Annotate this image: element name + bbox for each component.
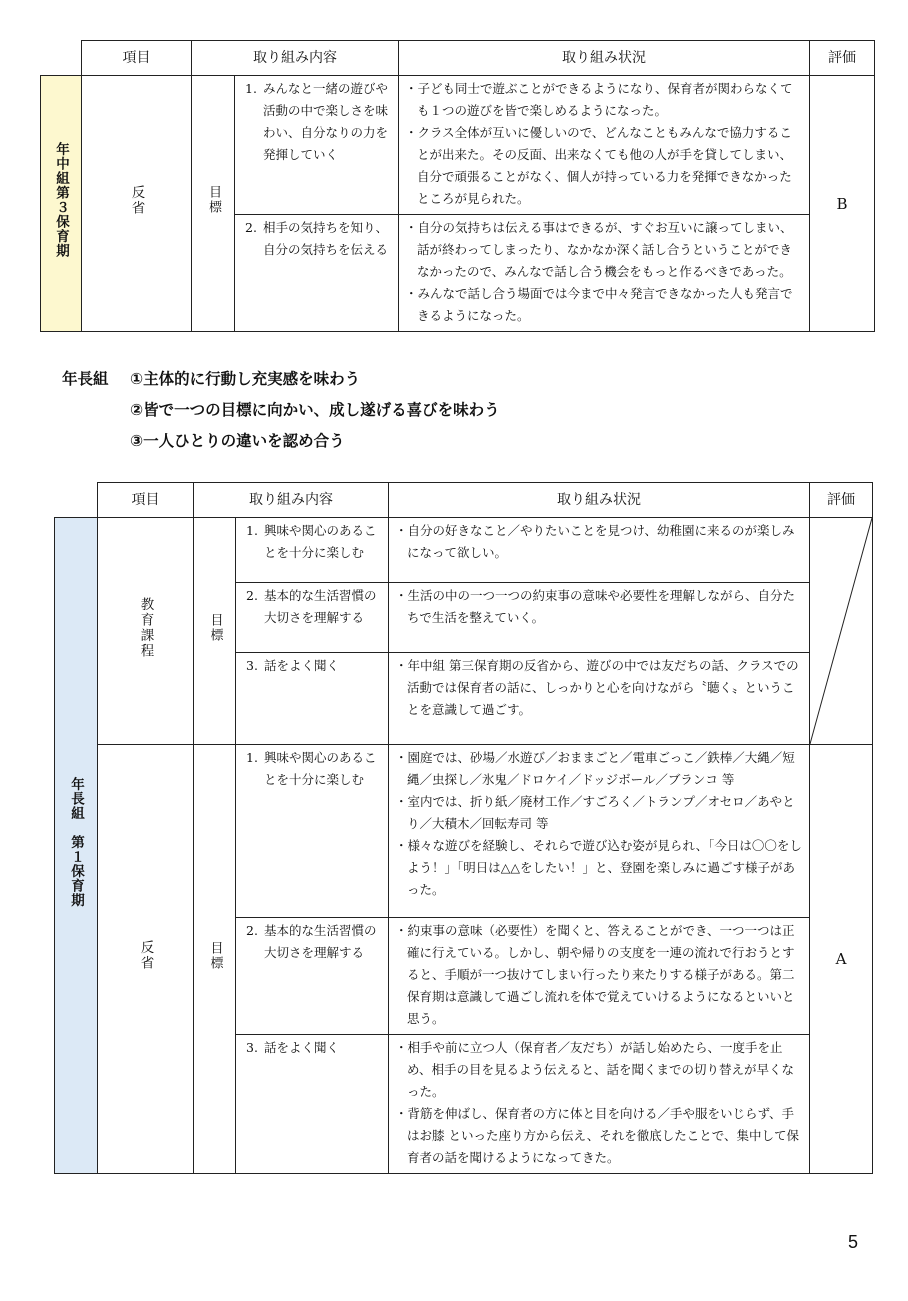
status-cell [389, 518, 810, 583]
goal-line [62, 364, 500, 395]
header-grade: 評価 [810, 41, 875, 76]
row-number: 3. [246, 657, 258, 673]
goals-label: 年長組 [62, 370, 109, 388]
status-cell [389, 918, 810, 1035]
goal-label: 目標 [206, 185, 221, 215]
status-cell [389, 745, 810, 918]
status-bullet: ・年中組 第三保育期の反省から、遊びの中では友だちの話、クラスでの活動では保育者の話に、しっかりと心を向けながら〝聴く〟ということを意識して過ごす。 [395, 657, 799, 717]
grade-value: B [836, 194, 848, 213]
table-nencho-3rd-term-review [40, 40, 875, 332]
goal-item: ③一人ひとりの違いを認め合う [130, 432, 345, 450]
status-bullet: ・生活の中の一つ一つの約束事の意味や必要性を理解しながら、自分たちで生活を整えていく。 [395, 588, 796, 626]
content-cell [236, 652, 389, 744]
goal-label-cell [194, 745, 236, 1174]
content-text: 興味や関心のあることを十分に楽しむ [264, 523, 377, 560]
header-status: 取り組み状況 [389, 483, 810, 518]
row-number: 1. [246, 523, 258, 538]
nencho-goals [62, 364, 500, 457]
item-label: 反省 [128, 184, 145, 216]
content-cell [235, 76, 399, 215]
goal-line [62, 395, 500, 426]
table-header-row [41, 41, 875, 76]
status-bullet: ・相手や前に立つ人（保育者／友だち）が話し始めたら、一度手を止め、相手の目を見るよう伝えると、話を聞くまでの切り替えが早くなった。 [395, 1040, 795, 1099]
status-cell [389, 1035, 810, 1174]
status-bullet: ・自分の好きなこと／やりたいことを見つけ、幼稚園に来るのが楽しみになって欲しい。 [395, 523, 795, 560]
status-bullet: ・室内では、折り紙／廃材工作／すごろく／トランプ／オセロ／あやとり／大積木／回転寿司 等 [395, 794, 795, 831]
goal-line [62, 426, 500, 457]
goal-item: ①主体的に行動し充実感を味わう [130, 370, 361, 388]
content-text: 話をよく聞く [264, 657, 340, 673]
item-label-cell [98, 518, 194, 745]
content-cell [236, 745, 389, 918]
row-number: 1. [246, 750, 258, 765]
grade-cell [810, 745, 873, 1174]
item-label: 教育課程 [137, 596, 154, 659]
table-row [55, 745, 873, 918]
content-text: みんなと一緒の遊びや活動の中で楽しさを味わい、自分なりの力を発揮していく [263, 81, 389, 162]
row-number: 2. [246, 588, 258, 604]
row-number: 2. [246, 923, 258, 938]
content-text: 相手の気持ちを知り、自分の気持ちを伝える [263, 220, 389, 257]
phase-label-cell [55, 518, 98, 1174]
status-bullet: ・みんなで話し合う場面では今まで中々発言できなかった人も発言できるようになった。 [405, 286, 793, 323]
table-row [41, 76, 875, 215]
goal-label-cell [192, 76, 235, 332]
content-cell [236, 918, 389, 1035]
goal-item: ②皆で一つの目標に向かい、成し遂げる喜びを味わう [130, 401, 500, 419]
status-cell [399, 76, 810, 215]
diagonal-slash [810, 518, 873, 744]
page-number: 5 [848, 1232, 859, 1252]
content-cell [235, 215, 399, 332]
grade-cell [810, 76, 875, 332]
content-text: 興味や関心のあることを十分に楽しむ [264, 750, 377, 787]
status-cell [389, 583, 810, 652]
status-bullet: ・背筋を伸ばし、保育者の方に体と目を向ける／手や服をいじらず、手はお膝 といった座り方から伝え、それを徹底したことで、集中して保育者の話を聞けるようになってきた。 [395, 1106, 799, 1165]
content-cell [236, 1035, 389, 1174]
header-status: 取り組み状況 [399, 41, 810, 76]
row-number: 2. [245, 220, 257, 235]
header-item: 項目 [82, 41, 192, 76]
content-cell [236, 518, 389, 583]
grade-value: A [835, 950, 847, 968]
table-row [55, 518, 873, 583]
item-label-cell [98, 745, 194, 1174]
status-cell [399, 215, 810, 332]
status-bullet: ・クラス全体が互いに優しいので、どんなこともみんなで協力することが出来た。その反面、出来なくても他の人が手を貸してしまい、自分で頑張ることがなく、個人が持っている力を発揮できなかったところが見られた。 [405, 125, 793, 206]
header-item: 項目 [98, 483, 194, 518]
item-label-cell [82, 76, 192, 332]
status-bullet: ・園庭では、砂場／水遊び／おままごと／電車ごっこ／鉄棒／大縄／短縄／虫探し／氷鬼／ドロケイ／ドッジボール／ブランコ 等 [395, 750, 795, 787]
content-cell [236, 583, 389, 652]
item-label: 反省 [137, 940, 154, 971]
header-grade: 評価 [810, 483, 873, 518]
grade-cell-empty [810, 518, 873, 745]
goal-label: 目標 [207, 612, 223, 643]
status-bullet: ・様々な遊びを経験し、それらで遊び込む姿が見られ、「今日は〇〇をしよう！」「明日は△△をしたい！」と、登園を楽しみに過ごす様子があった。 [395, 838, 802, 897]
status-bullet: ・子ども同士で遊ぶことができるようになり、保育者が関わらなくても１つの遊びを皆で楽しめるようになった。 [405, 81, 793, 118]
phase-label-cell [41, 76, 82, 332]
table-header-row [55, 483, 873, 518]
row-number: 1. [245, 81, 257, 96]
phase-label: 年長組 第１保育期 [68, 776, 84, 908]
header-content: 取り組み内容 [194, 483, 389, 518]
status-bullet: ・自分の気持ちは伝える事はできるが、すぐお互いに譲ってしまい、話が終わってしまったり、なかなか深く話し合うということができなかったので、みんなで話し合う機会をもっと作るべきであった。 [405, 220, 793, 279]
content-text: 基本的な生活習慣の大切さを理解する [264, 588, 377, 626]
header-content: 取り組み内容 [192, 41, 399, 76]
content-text: 話をよく聞く [264, 1040, 340, 1055]
status-cell [389, 652, 810, 744]
status-bullet: ・約束事の意味（必要性）を聞くと、答えることができ、一つ一つは正確に行えている。しかし、朝や帰りの支度を一連の流れで行おうとすると、手順が一つ抜けてしまい行ったり来たりする様子がある。第二保育期は意識して過ごし流れを体で覚えていけるようになるといいと思う。 [395, 923, 795, 1026]
goal-label-cell [194, 518, 236, 745]
goal-label: 目標 [207, 940, 223, 971]
content-text: 基本的な生活習慣の大切さを理解する [264, 923, 377, 960]
phase-label: 年中組第３保育期 [53, 142, 69, 258]
table-nencho-1st-term [54, 482, 873, 1174]
row-number: 3. [246, 1040, 258, 1055]
